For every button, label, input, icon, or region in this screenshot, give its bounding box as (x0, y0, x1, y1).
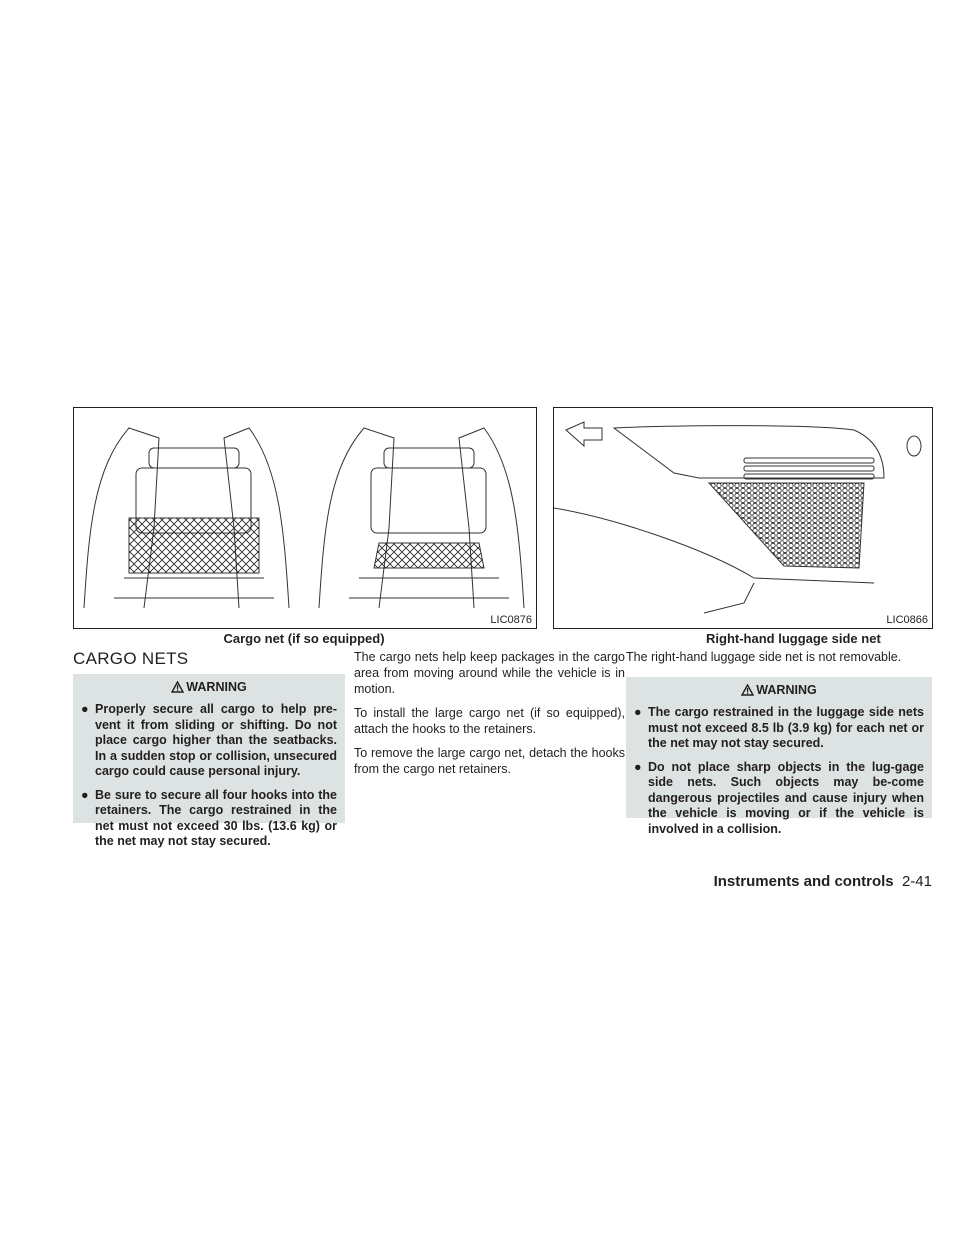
figure-id: LIC0876 (490, 614, 532, 626)
page-footer (714, 873, 932, 890)
side-net-illustration (554, 408, 932, 628)
warning-text: The cargo restrained in the luggage side nets must not exceed 8.5 lb (3.9 kg) for each net or the net may not stay secured. (648, 705, 924, 750)
cargo-net-illustration (74, 408, 536, 628)
figure-id: LIC0866 (886, 614, 928, 626)
paragraph: The cargo nets help keep packages in the cargo area from moving around while the vehicle is in motion. (354, 650, 625, 696)
paragraph: To remove the large cargo net, detach the hooks from the cargo net retainers. (354, 746, 625, 776)
warning-item (81, 788, 337, 850)
bullet-icon: ● (634, 759, 642, 774)
right-column (626, 649, 932, 673)
warning-text: Be sure to secure all four hooks into the retainers. The cargo restrained in the net must not exceed 30 lbs. (13.6 kg) or the net may not stay secured. (95, 787, 337, 848)
middle-column (354, 649, 625, 785)
warning-box (73, 674, 345, 848)
bullet-icon: ● (634, 705, 642, 719)
warning-item (81, 702, 337, 780)
warning-box (626, 677, 932, 836)
cargo-net-figure (73, 407, 537, 629)
paragraph: The right-hand luggage side net is not removable. (626, 650, 902, 664)
warning-item (634, 760, 924, 838)
warning-text: Properly secure all cargo to help pre-vent it from sliding or shifting. Do not place cargo higher than the seatbacks. In a sudden stop or collision, unsecured cargo could cause personal injury. (95, 702, 337, 778)
side-net-figure (553, 407, 933, 629)
section-title: CARGO NETS (73, 649, 189, 668)
bullet-icon: ● (81, 702, 89, 716)
warning-text: Do not place sharp objects in the lug-gage side nets. Such objects may be-come dangerous projectiles and cause injury when the vehicle is moving or if the vehicle is involved in a collision. (648, 759, 924, 836)
warning-heading (634, 683, 924, 697)
warning-heading (81, 680, 337, 694)
warning-title: WARNING (186, 680, 247, 694)
warning-title: WARNING (756, 683, 817, 697)
page-number: 2-41 (901, 873, 932, 890)
warning-triangle-icon (171, 681, 184, 693)
paragraph: To install the large cargo net (if so equipped), attach the hooks to the retainers. (354, 706, 625, 736)
figure-caption: Right-hand luggage side net (706, 631, 881, 646)
footer-section: Instruments and controls (713, 873, 894, 890)
warning-item (634, 705, 924, 752)
bullet-icon: ● (81, 787, 89, 802)
figure-caption: Cargo net (if so equipped) (223, 631, 385, 646)
warning-triangle-icon (741, 684, 754, 696)
